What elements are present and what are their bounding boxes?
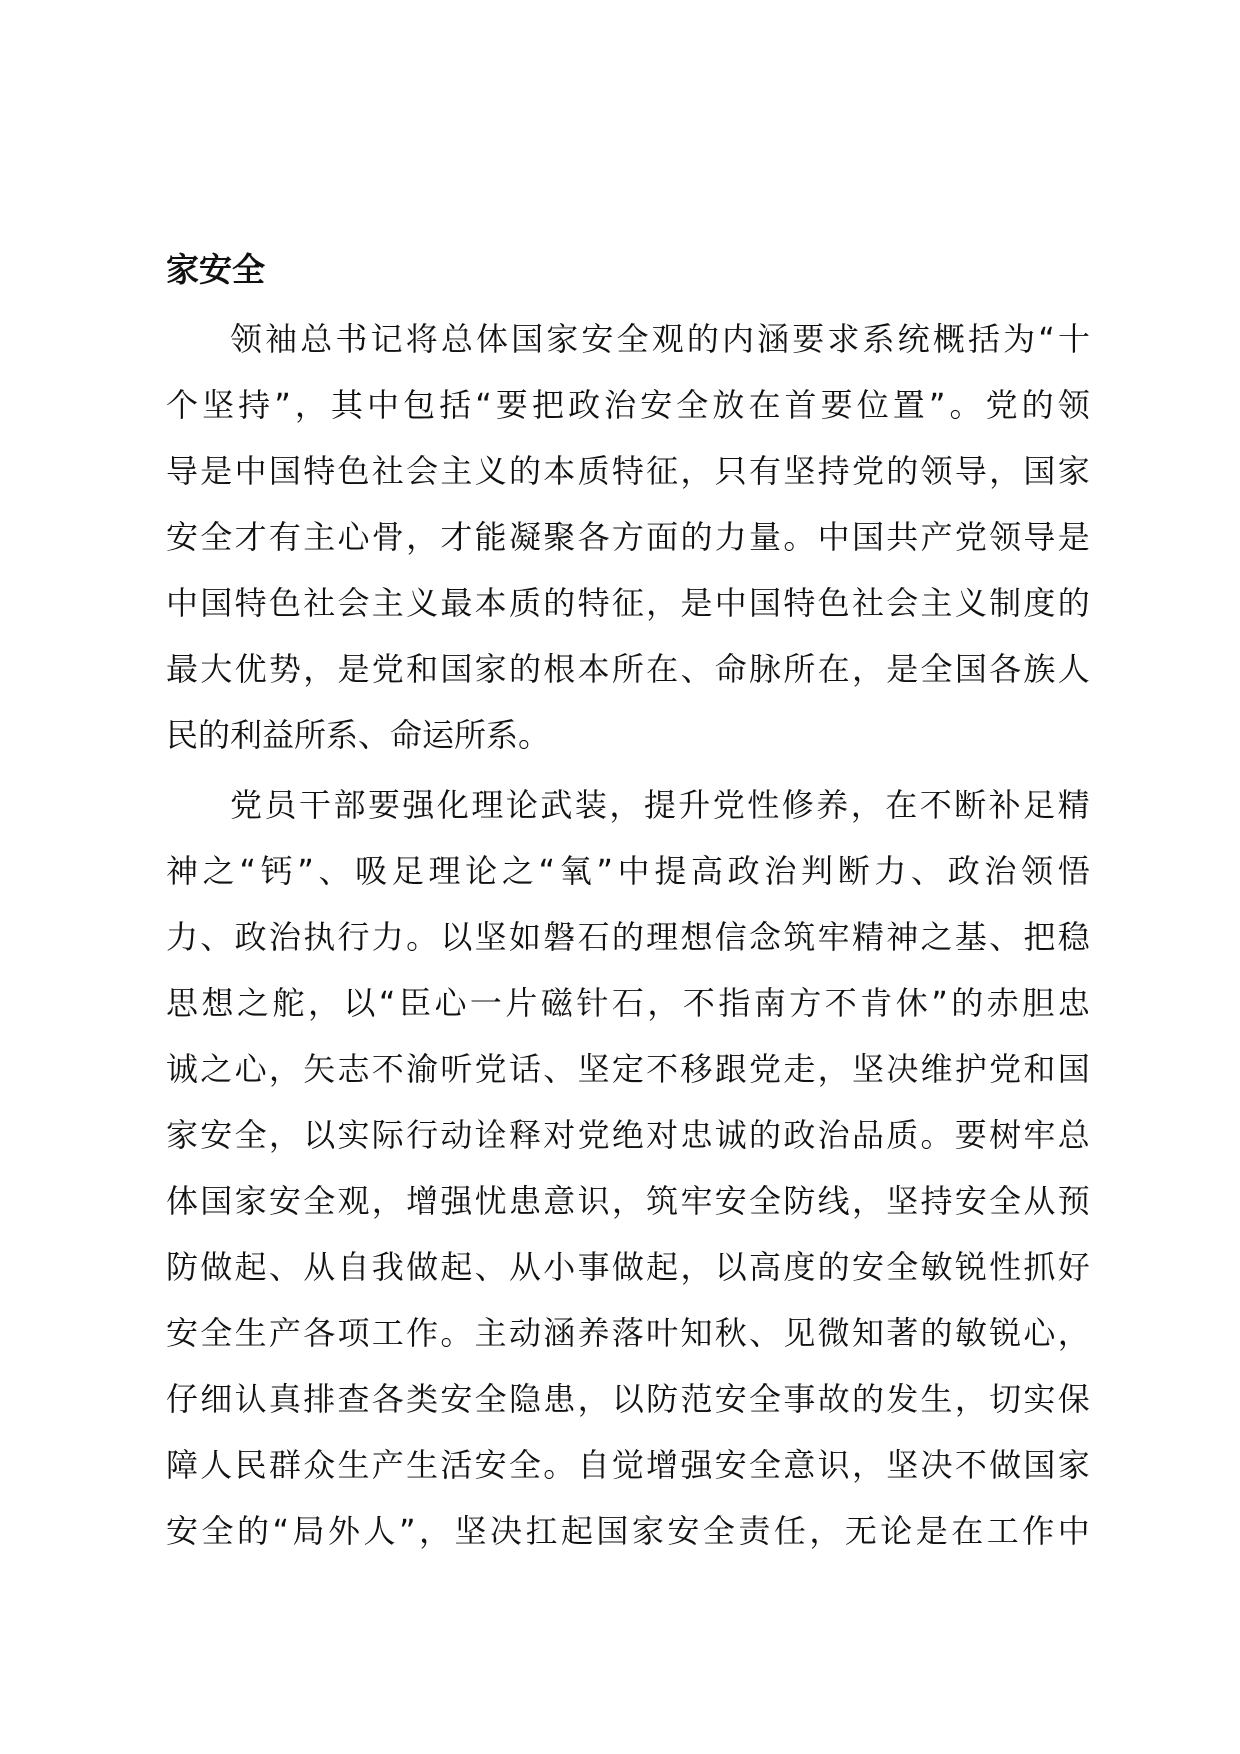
- section-heading: 家安全: [166, 250, 265, 289]
- paragraph-2: [166, 772, 1090, 1630]
- paragraph-line: 家 安 全 ， 以 实 际 行 动 诠 释 对 党 绝 对 忠 诚 的 政 治 品 质 。 要 树 牢 总: [166, 1116, 1090, 1154]
- paragraph-line: 诚 之 心 ， 矢 志 不 渝 听 党 话 、 坚 定 不 移 跟 党 走 ， 坚 决 维 护 党 和 国: [166, 1050, 1090, 1088]
- paragraph-line: 领 袖 总 书 记 将 总 体 国 家 安 全 观 的 内 涵 要 求 系 统 概 括 为 “ 十: [230, 320, 1090, 358]
- paragraph-line: 仔 细 认 真 排 查 各 类 安 全 隐 患 ， 以 防 范 安 全 事 故 的 发 生 ， 切 实 保: [166, 1380, 1090, 1418]
- paragraph-line: 神 之 “ 钙 ” 、 吸 足 理 论 之 “ 氧 ” 中 提 高 政 治 判 断 力 、 政 治 领 悟: [166, 852, 1090, 890]
- paragraph-line: 安 全 生 产 各 项 工 作 。 主 动 涵 养 落 叶 知 秋 、 见 微 知 著 的 敏 锐 心 ，: [166, 1314, 1090, 1352]
- paragraph-line: 防 做 起 、 从 自 我 做 起 、 从 小 事 做 起 ， 以 高 度 的 安 全 敏 锐 性 抓 好: [166, 1248, 1090, 1286]
- paragraph-line: [166, 1564, 1090, 1630]
- document-body: [166, 240, 1090, 1634]
- paragraph-line: 安 全 的 “ 局 外 人 ” ， 坚 决 扛 起 国 家 安 全 责 任 ， 无 论 是 在 工 作 中: [166, 1512, 1090, 1550]
- paragraph-line: 力 、 政 治 执 行 力 。 以 坚 如 磐 石 的 理 想 信 念 筑 牢 精 神 之 基 、 把 稳: [166, 918, 1090, 956]
- paragraph-line: 民的利益所系、命运所系。: [166, 716, 551, 754]
- paragraph-line: 最 大 优 势 ， 是 党 和 国 家 的 根 本 所 在 、 命 脉 所 在 ， 是 全 国 各 族 人: [166, 650, 1090, 688]
- paragraph-line: 个 坚 持 ” ， 其 中 包 括 “ 要 把 政 治 安 全 放 在 首 要 位 置 ” 。 党 的 领: [166, 386, 1090, 424]
- paragraph-1: [166, 306, 1090, 768]
- paragraph-line: 思 想 之 舵 ， 以 “ 臣 心 一 片 磁 针 石 ， 不 指 南 方 不 肯 休 ” 的 赤 胆 忠: [166, 984, 1090, 1022]
- paragraph-line: 导 是 中 国 特 色 社 会 主 义 的 本 质 特 征 ， 只 有 坚 持 党 的 领 导 ， 国 家: [166, 452, 1090, 490]
- paragraph-line: 党 员 干 部 要 强 化 理 论 武 装 ， 提 升 党 性 修 养 ， 在 不 断 补 足 精: [230, 786, 1090, 824]
- paragraph-line: 安 全 才 有 主 心 骨 ， 才 能 凝 聚 各 方 面 的 力 量 。 中 国 共 产 党 领 导 是: [166, 518, 1090, 556]
- paragraph-line: 中 国 特 色 社 会 主 义 最 本 质 的 特 征 ， 是 中 国 特 色 社 会 主 义 制 度 的: [166, 584, 1090, 622]
- paragraph-line: 体 国 家 安 全 观 ， 增 强 忧 患 意 识 ， 筑 牢 安 全 防 线 ， 坚 持 安 全 从 预: [166, 1182, 1090, 1220]
- paragraph-line: 障 人 民 群 众 生 产 生 活 安 全 。 自 觉 增 强 安 全 意 识 ， 坚 决 不 做 国 家: [166, 1446, 1090, 1484]
